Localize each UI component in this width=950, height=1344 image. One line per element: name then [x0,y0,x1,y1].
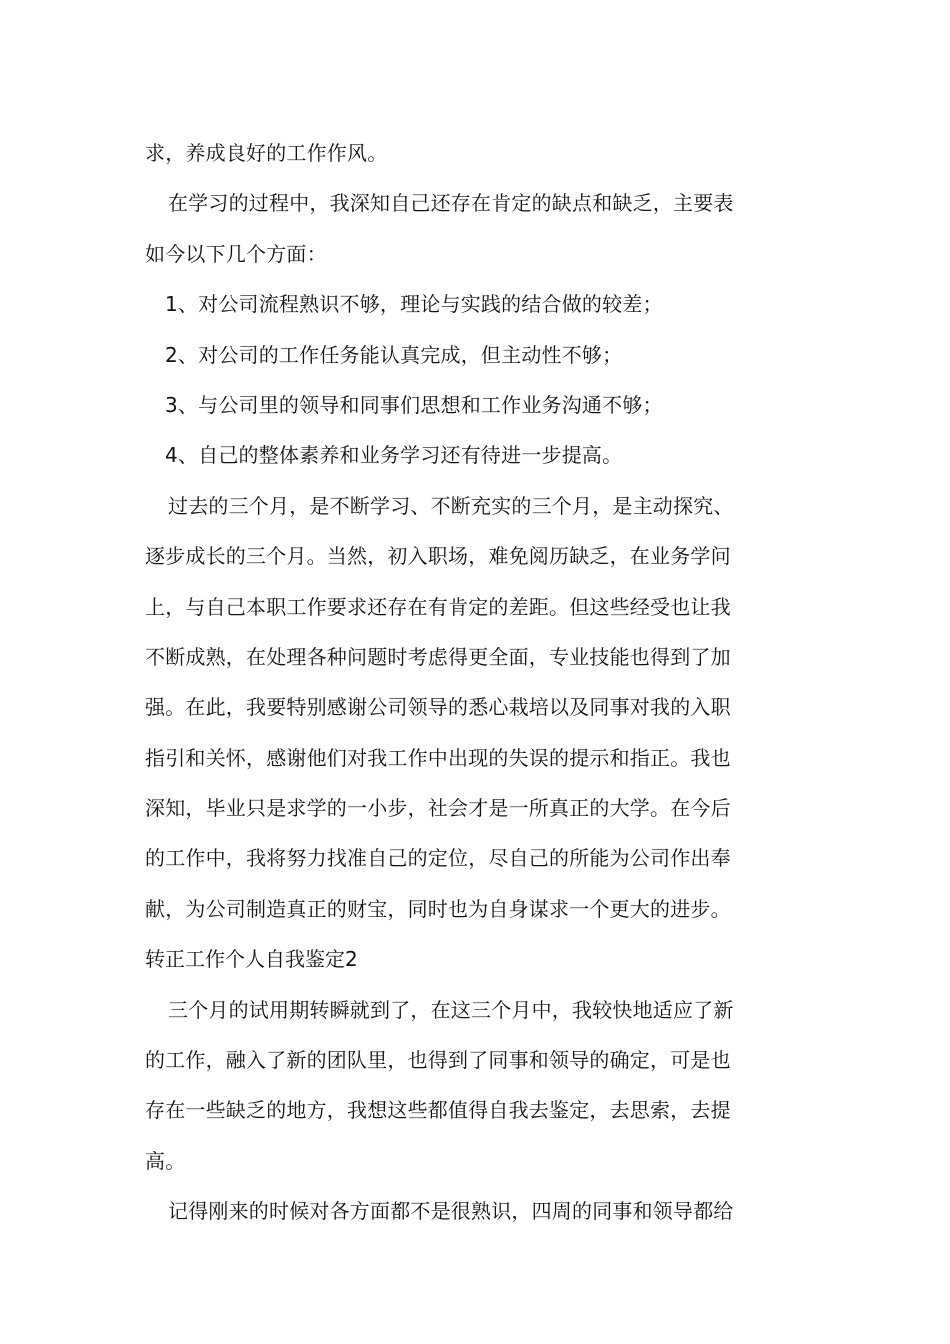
text-line: 深知，毕业只是求学的一小步，社会才是一所真正的大学。在今后 [145,796,731,821]
text-line: 强。在此，我要特别感谢公司领导的悉心栽培以及同事对我的入职 [145,695,731,720]
text-line: 如今以下几个方面： [145,241,327,266]
text-line: 上，与自己本职工作要求还存在有肯定的差距。但这些经受也让我 [145,594,731,619]
text-line: 求，养成良好的工作作风。 [145,141,388,165]
text-line: 高。 [145,1148,186,1173]
paragraph-start-line: 记得刚来的时候对各方面都不是很熟识，四周的同事和领导都给 [168,1199,734,1224]
paragraph-start-line: 在学习的过程中，我深知自己还存在肯定的缺点和缺乏，主要表 [168,191,734,216]
list-item: 1、对公司流程熟识不够，理论与实践的结合做的较差； [165,292,663,317]
list-item: 4、自己的整体素养和业务学习还有待进一步提高。 [165,443,623,468]
list-item: 2、对公司的工作任务能认真完成，但主动性不够； [165,342,623,367]
text-line: 不断成熟，在处理各种问题时考虑得更全面，专业技能也得到了加 [145,644,731,669]
paragraph-start-line: 三个月的试用期转瞬就到了，在这三个月中，我较快地适应了新 [168,997,734,1022]
text-line: 献，为公司制造真正的财宝，同时也为自身谋求一个更大的进步。 [145,896,731,921]
text-line: 逐步成长的三个月。当然，初入职场，难免阅历缺乏，在业务学问 [145,544,731,569]
text-line: 存在一些缺乏的地方，我想这些都值得自我去鉴定，去思索，去提 [145,1098,731,1123]
section-heading: 转正工作个人自我鉴定2 [145,947,358,972]
document-body [145,128,810,1237]
text-line: 的工作中，我将努力找准自己的定位，尽自己的所能为公司作出奉 [145,846,731,871]
text-line: 指引和关怀，感谢他们对我工作中出现的失误的提示和指正。我也 [145,745,731,770]
list-item: 3、与公司里的领导和同事们思想和工作业务沟通不够； [165,392,663,417]
paragraph-start-line: 过去的三个月，是不断学习、不断充实的三个月，是主动探究、 [168,493,734,518]
text-line: 的工作，融入了新的团队里，也得到了同事和领导的确定，可是也 [145,1048,731,1073]
